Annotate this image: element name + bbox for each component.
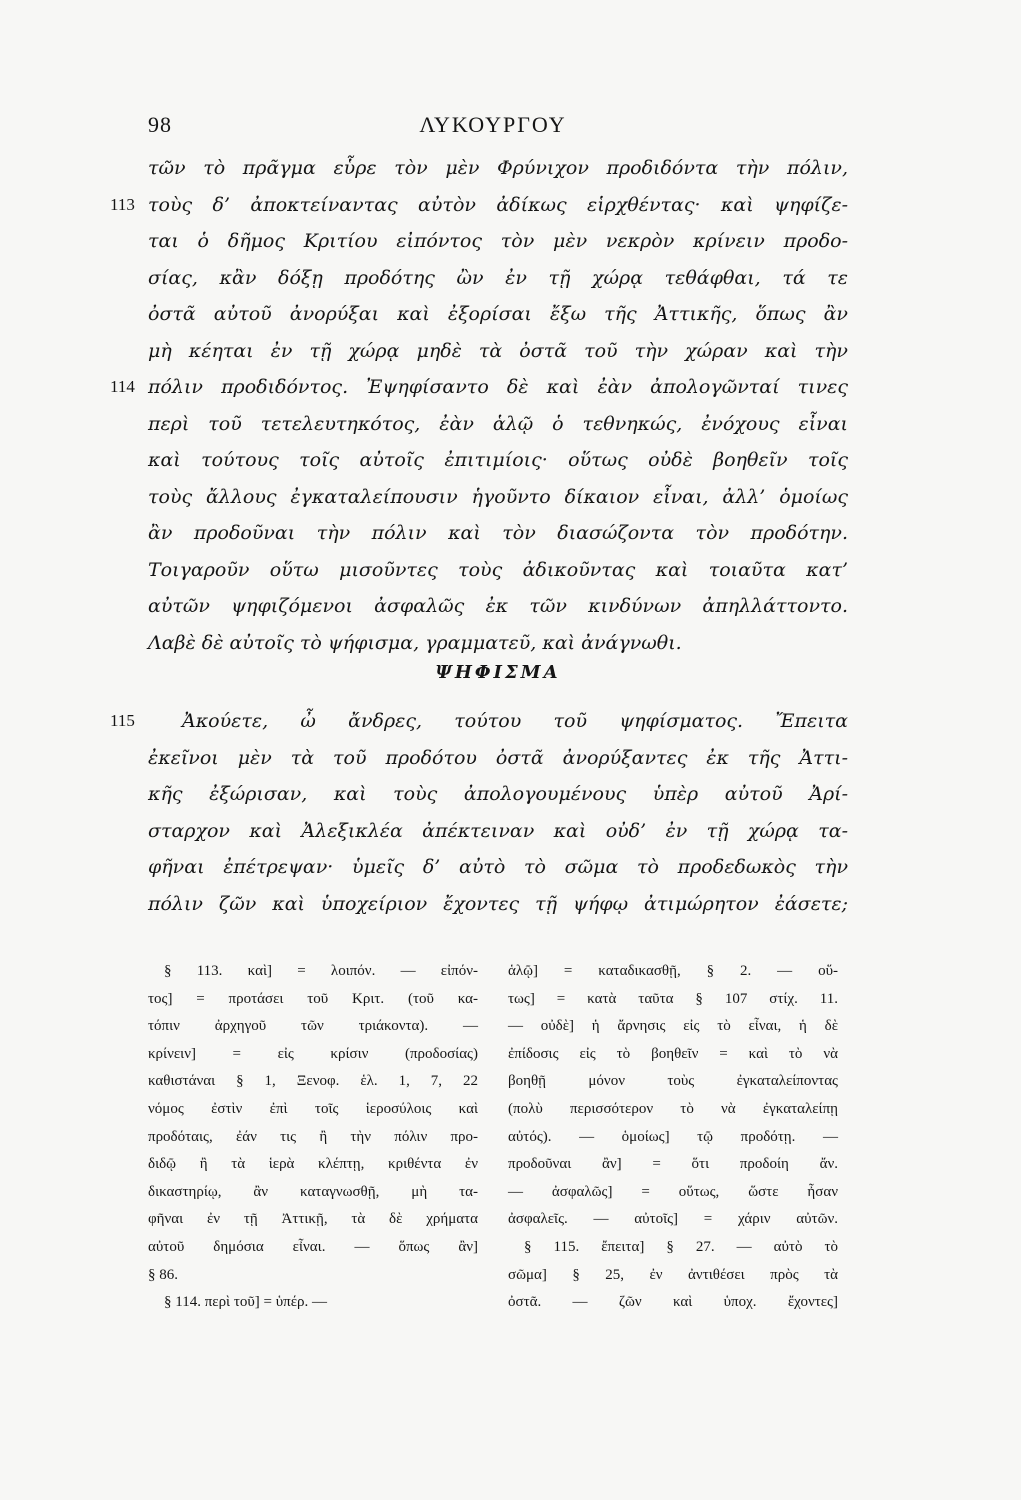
text-line: τῶν τὸ πρᾶγμα εὗρε τὸν μὲν Φρύνιχον προδιδόντα τὴν πόλιν, xyxy=(148,157,848,179)
note-line: § 115. ἔπειτα] § 27. — αὐτὸ τὸ xyxy=(524,1238,838,1255)
text-line: φῆναι ἐπέτρεψαν· ὑμεῖς δ’ αὐτὸ τὸ σῶμα τὸ προδεδωκὸς τὴν xyxy=(148,856,848,878)
note-line: — οὐδὲ] ἡ ἄρνησις εἰς τὸ εἶναι, ἡ δὲ xyxy=(508,1018,838,1035)
note-line: φῆναι ἐν τῇ Ἀττικῇ, τὰ δὲ χρήματα xyxy=(148,1211,478,1228)
text-line: περὶ τοῦ τετελευτηκότος, ἐὰν ἁλῷ ὁ τεθνηκώς, ἐνόχους εἶναι xyxy=(148,412,848,435)
note-line: σῶμα] § 25, ἐν ἀντιθέσει πρὸς τὰ xyxy=(508,1266,838,1283)
text-line: αὐτῶν ψηφιζόμενοι ἀσφαλῶς ἐκ τῶν κινδύνων ἀπηλλάττοντο. xyxy=(148,595,848,617)
text-line: σταρχον καὶ Ἀλεξικλέα ἀπέκτειναν καὶ οὐδ’ ἐν τῇ χώρᾳ τα- xyxy=(148,819,848,842)
note-line: (πολὺ περισσότερον τὸ νὰ ἐγκαταλείπῃ xyxy=(508,1100,838,1117)
note-line: τόπιν ἀρχηγοῦ τῶν τριάκοντα). — xyxy=(148,1018,478,1035)
section-number: 113 xyxy=(110,194,135,214)
note-line: δικαστηρίῳ, ἂν καταγνωσθῇ, μὴ τα- xyxy=(148,1183,478,1200)
page-header xyxy=(148,110,838,146)
decree-text xyxy=(110,703,848,922)
text-line: τοὺς ἄλλους ἐγκαταλείπουσιν ἡγοῦντο δίκαιον εἶναι, ἀλλ’ ὁμοίως xyxy=(148,485,848,508)
note-line: — ἀσφαλῶς] = οὕτως, ὥστε ἦσαν xyxy=(508,1183,838,1200)
section-number: 115 xyxy=(110,711,135,730)
note-line: ἁλῷ] = καταδικασθῇ, § 2. — οὕ- xyxy=(508,963,838,979)
text-line: 114 πόλιν προδιδόντος. Ἐψηφίσαντο δὲ καὶ ἐὰν ἀπολογῶνταί τινες xyxy=(148,369,848,406)
text-line: ται ὁ δῆμος Κριτίου εἰπόντος τὸν μὲν νεκρὸν κρίνειν προδο- xyxy=(148,230,848,252)
footnotes-left xyxy=(148,958,478,1317)
text-line: ὀστᾶ αὐτοῦ ἀνορύξαι καὶ ἐξορίσαι ἔξω τῆς Ἀττικῆς, ὅπως ἂν xyxy=(148,303,848,325)
text-line: μὴ κέηται ἐν τῇ χώρᾳ μηδὲ τὰ ὀστᾶ τοῦ τὴν χώραν καὶ τὴν xyxy=(148,339,848,362)
decree-heading: ΨΗΦΙΣΜΑ xyxy=(435,662,561,683)
note-line: ἐπίδοσις εἰς τὸ βοηθεῖν = καὶ τὸ νὰ xyxy=(508,1045,838,1062)
text-line: Λαβὲ δὲ αὐτοῖς τὸ ψήφισμα, γραμματεῦ, καὶ ἀνάγνωθι. xyxy=(148,631,682,654)
running-head: ΛΥΚΟΥΡΓΟΥ xyxy=(419,112,567,137)
main-text xyxy=(110,150,848,661)
note-line: βοηθῇ μόνον τοὺς ἐγκαταλείποντας xyxy=(508,1073,838,1090)
text-line: καὶ τούτους τοῖς αὐτοῖς ἐπιτιμίοις· οὕτως οὐδὲ βοηθεῖν τοῖς xyxy=(148,449,848,471)
text-line: ἂν προδοῦναι τὴν πόλιν καὶ τὸν διασώζοντα τὸν προδότην. xyxy=(148,522,848,544)
text-line: ἐκεῖνοι μὲν τὰ τοῦ προδότου ὀστᾶ ἀνορύξαντες ἐκ τῆς Ἀττι- xyxy=(148,746,848,769)
text-line: 115 Ἀκούετε, ὦ ἄνδρες, τούτου τοῦ ψηφίσματος. Ἔπειτα xyxy=(148,703,848,740)
text-line: κῆς ἐξώρισαν, καὶ τοὺς ἀπολογουμένους ὑπὲρ αὐτοῦ Ἀρί- xyxy=(148,783,848,805)
text-line: σίας, κἂν δόξῃ προδότης ὢν ἐν τῇ χώρᾳ τεθάφθαι, τά τε xyxy=(148,266,848,289)
note-line: νόμος ἐστὶν ἐπὶ τοῖς ἱεροσύλοις καὶ xyxy=(148,1100,478,1117)
note-line: τος] = προτάσει τοῦ Κριτ. (τοῦ κα- xyxy=(148,990,478,1007)
section-number: 114 xyxy=(110,377,135,396)
note-line: καθιστάναι § 1, Ξενοφ. ἑλ. 1, 7, 22 xyxy=(148,1073,478,1090)
note-line: διδῷ ἢ τὰ ἱερὰ κλέπτῃ, κριθέντα ἐν xyxy=(148,1156,478,1173)
note-line: § 86. xyxy=(148,1266,178,1283)
text-line: 113 τοὺς δ’ ἀποκτείναντας αὐτὸν ἀδίκως εἱρχθέντας· καὶ ψηφίζε- xyxy=(148,187,848,224)
note-line: κρίνειν] = εἰς κρίσιν (προδοσίας) xyxy=(148,1045,478,1062)
note-line: τως] = κατὰ ταῦτα § 107 στίχ. 11. xyxy=(508,990,838,1007)
footnotes-right xyxy=(508,958,838,1317)
page-number: 98 xyxy=(148,112,172,137)
note-line: § 114. περὶ τοῦ] = ὑπέρ. — xyxy=(164,1294,328,1311)
text-line: Τοιγαροῦν οὕτω μισοῦντες τοὺς ἀδικοῦντας καὶ τοιαῦτα κατ’ xyxy=(148,558,848,581)
note-line: § 113. καὶ] = λοιπόν. — εἰπόν- xyxy=(164,963,478,979)
note-line: αὐτοῦ δημόσια εἶναι. — ὅπως ἂν] xyxy=(148,1238,478,1255)
note-line: αὐτός). — ὁμοίως] τῷ προδότῃ. — xyxy=(508,1128,838,1145)
note-line: προδοῦναι ἂν] = ὅτι προδοίη ἄν. xyxy=(508,1156,838,1173)
note-line: ὀστᾶ. — ζῶν καὶ ὑποχ. ἔχοντες] xyxy=(508,1294,838,1311)
note-line: προδόταις, ἐάν τις ἢ τὴν πόλιν προ- xyxy=(148,1128,478,1145)
text-line: πόλιν ζῶν καὶ ὑποχείριον ἔχοντες τῇ ψήφῳ ἀτιμώρητον ἐάσετε; xyxy=(148,892,848,915)
note-line: ἀσφαλεῖς. — αὐτοῖς] = χάριν αὐτῶν. xyxy=(508,1211,838,1228)
